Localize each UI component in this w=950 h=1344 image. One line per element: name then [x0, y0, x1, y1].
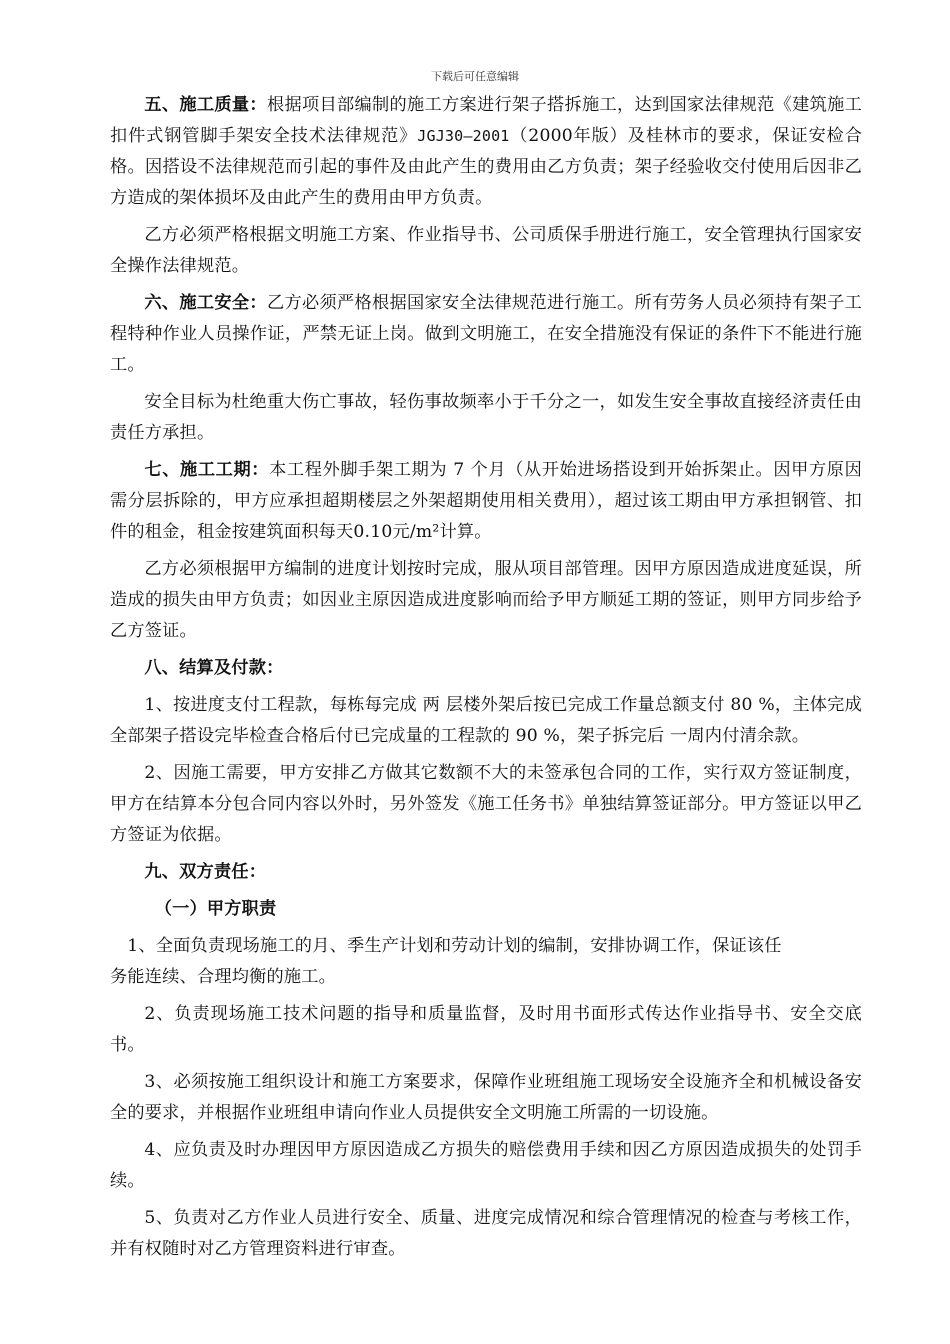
section-heading: 五、施工质量：	[144, 95, 267, 115]
section-heading: 九、双方责任：	[144, 862, 267, 882]
duty-item-4: 4、应负责及时办理因甲方原因造成乙方损失的赔偿费用手续和因乙方原因造成损失的处罚手续。	[110, 1140, 862, 1191]
section-heading: 七、施工工期：	[144, 460, 270, 480]
quality-paragraph-2: 乙方必须严格根据文明施工方案、作业指导书、公司质保手册进行施工，安全管理执行国家安全操作法律规范。	[110, 225, 862, 276]
section-heading: 六、施工安全：	[144, 293, 267, 313]
duty-item-5: 5、负责对乙方作业人员进行安全、质量、进度完成情况和综合管理情况的检查与考核工作，并有权随时对乙方管理资料进行审查。	[110, 1208, 862, 1259]
duty-item-2: 2、负责现场施工技术问题的指导和质量监督，及时用书面形式传达作业指导书、安全交底书。	[110, 1004, 862, 1055]
duties-subheading	[110, 894, 862, 925]
section-duties	[110, 857, 862, 888]
quality-text-b: （2000年版）及桂林市的要求，保证安检合格。因搭设不法律规范而引起的事件及由此产生的费用由乙方负责；架子经验收交付使用后因非乙方造成的架体损坏及由此产生的费用由甲方负责。	[110, 126, 862, 208]
duty-item-1-line-2: 务能连续、合理均衡的施工。	[110, 967, 337, 987]
section-schedule	[110, 455, 862, 548]
safety-text: 乙方必须严格根据国家安全法律规范进行施工。所有劳务人员必须持有架子工程特种作业人员操作证，严禁无证上岗。做到文明施工，在安全措施没有保证的条件下不能进行施工。	[110, 293, 862, 375]
section-safety	[110, 288, 862, 381]
section-heading: 八、结算及付款：	[144, 658, 284, 678]
duty-item-1-line-1: 1、全面负责现场施工的月、季生产计划和劳动计划的编制，安排协调工作，保证该任	[127, 936, 782, 956]
document-body	[110, 90, 862, 1271]
standard-code: JGJ30—2001	[417, 127, 510, 145]
payment-item-2: 2、因施工需要，甲方安排乙方做其它数额不大的未签承包合同的工作，实行双方签证制度，甲方在结算本分包合同内容以外时，另外签发《施工任务书》单独结算签证部分。甲方签证以甲乙方签证为依据。	[110, 763, 862, 845]
section-quality	[110, 90, 862, 214]
payment-item-1: 1、按进度支付工程款，每栋每完成 两 层楼外架后按已完成工作量总额支付 80 %，主体完成全部架子搭设完毕检查合格后付已完成量的工程款的 90 %，架子拆完后 一周内付清余款。	[110, 695, 862, 746]
page-header-note: 下载后可任意编辑	[431, 70, 519, 83]
schedule-text: 本工程外脚手架工期为 7 个月（从开始进场搭设到开始拆架止。因甲方原因需分层拆除的，甲方应承担超期楼层之外架超期使用相关费用），超过该工期由甲方承担钢管、扣件的租金，租金按建筑面积每天0.10元/m²计算。	[110, 460, 862, 542]
schedule-paragraph-2: 乙方必须根据甲方编制的进度计划按时完成，服从项目部管理。因甲方原因造成进度延误，所造成的损失由甲方负责；如因业主原因造成进度影响而给予甲方顺延工期的签证，则甲方同步给予乙方签证。	[110, 559, 862, 641]
quality-text-a: 根据项目部编制的施工方案进行架子搭拆施工，达到国家法律规范《建筑施工扣件式钢管脚手架安全技术法律规范》	[110, 95, 862, 146]
party-a-duties-heading: （一）甲方职责	[154, 899, 277, 919]
duty-item-3: 3、必须按施工组织设计和施工方案要求，保障作业班组施工现场安全设施齐全和机械设备安全的要求，并根据作业班组申请向作业人员提供安全文明施工所需的一切设施。	[110, 1072, 862, 1123]
safety-paragraph-2: 安全目标为杜绝重大伤亡事故，轻伤事故频率小于千分之一，如发生安全事故直接经济责任由责任方承担。	[110, 392, 862, 443]
duty-item-1	[110, 931, 862, 993]
section-payment	[110, 653, 862, 684]
